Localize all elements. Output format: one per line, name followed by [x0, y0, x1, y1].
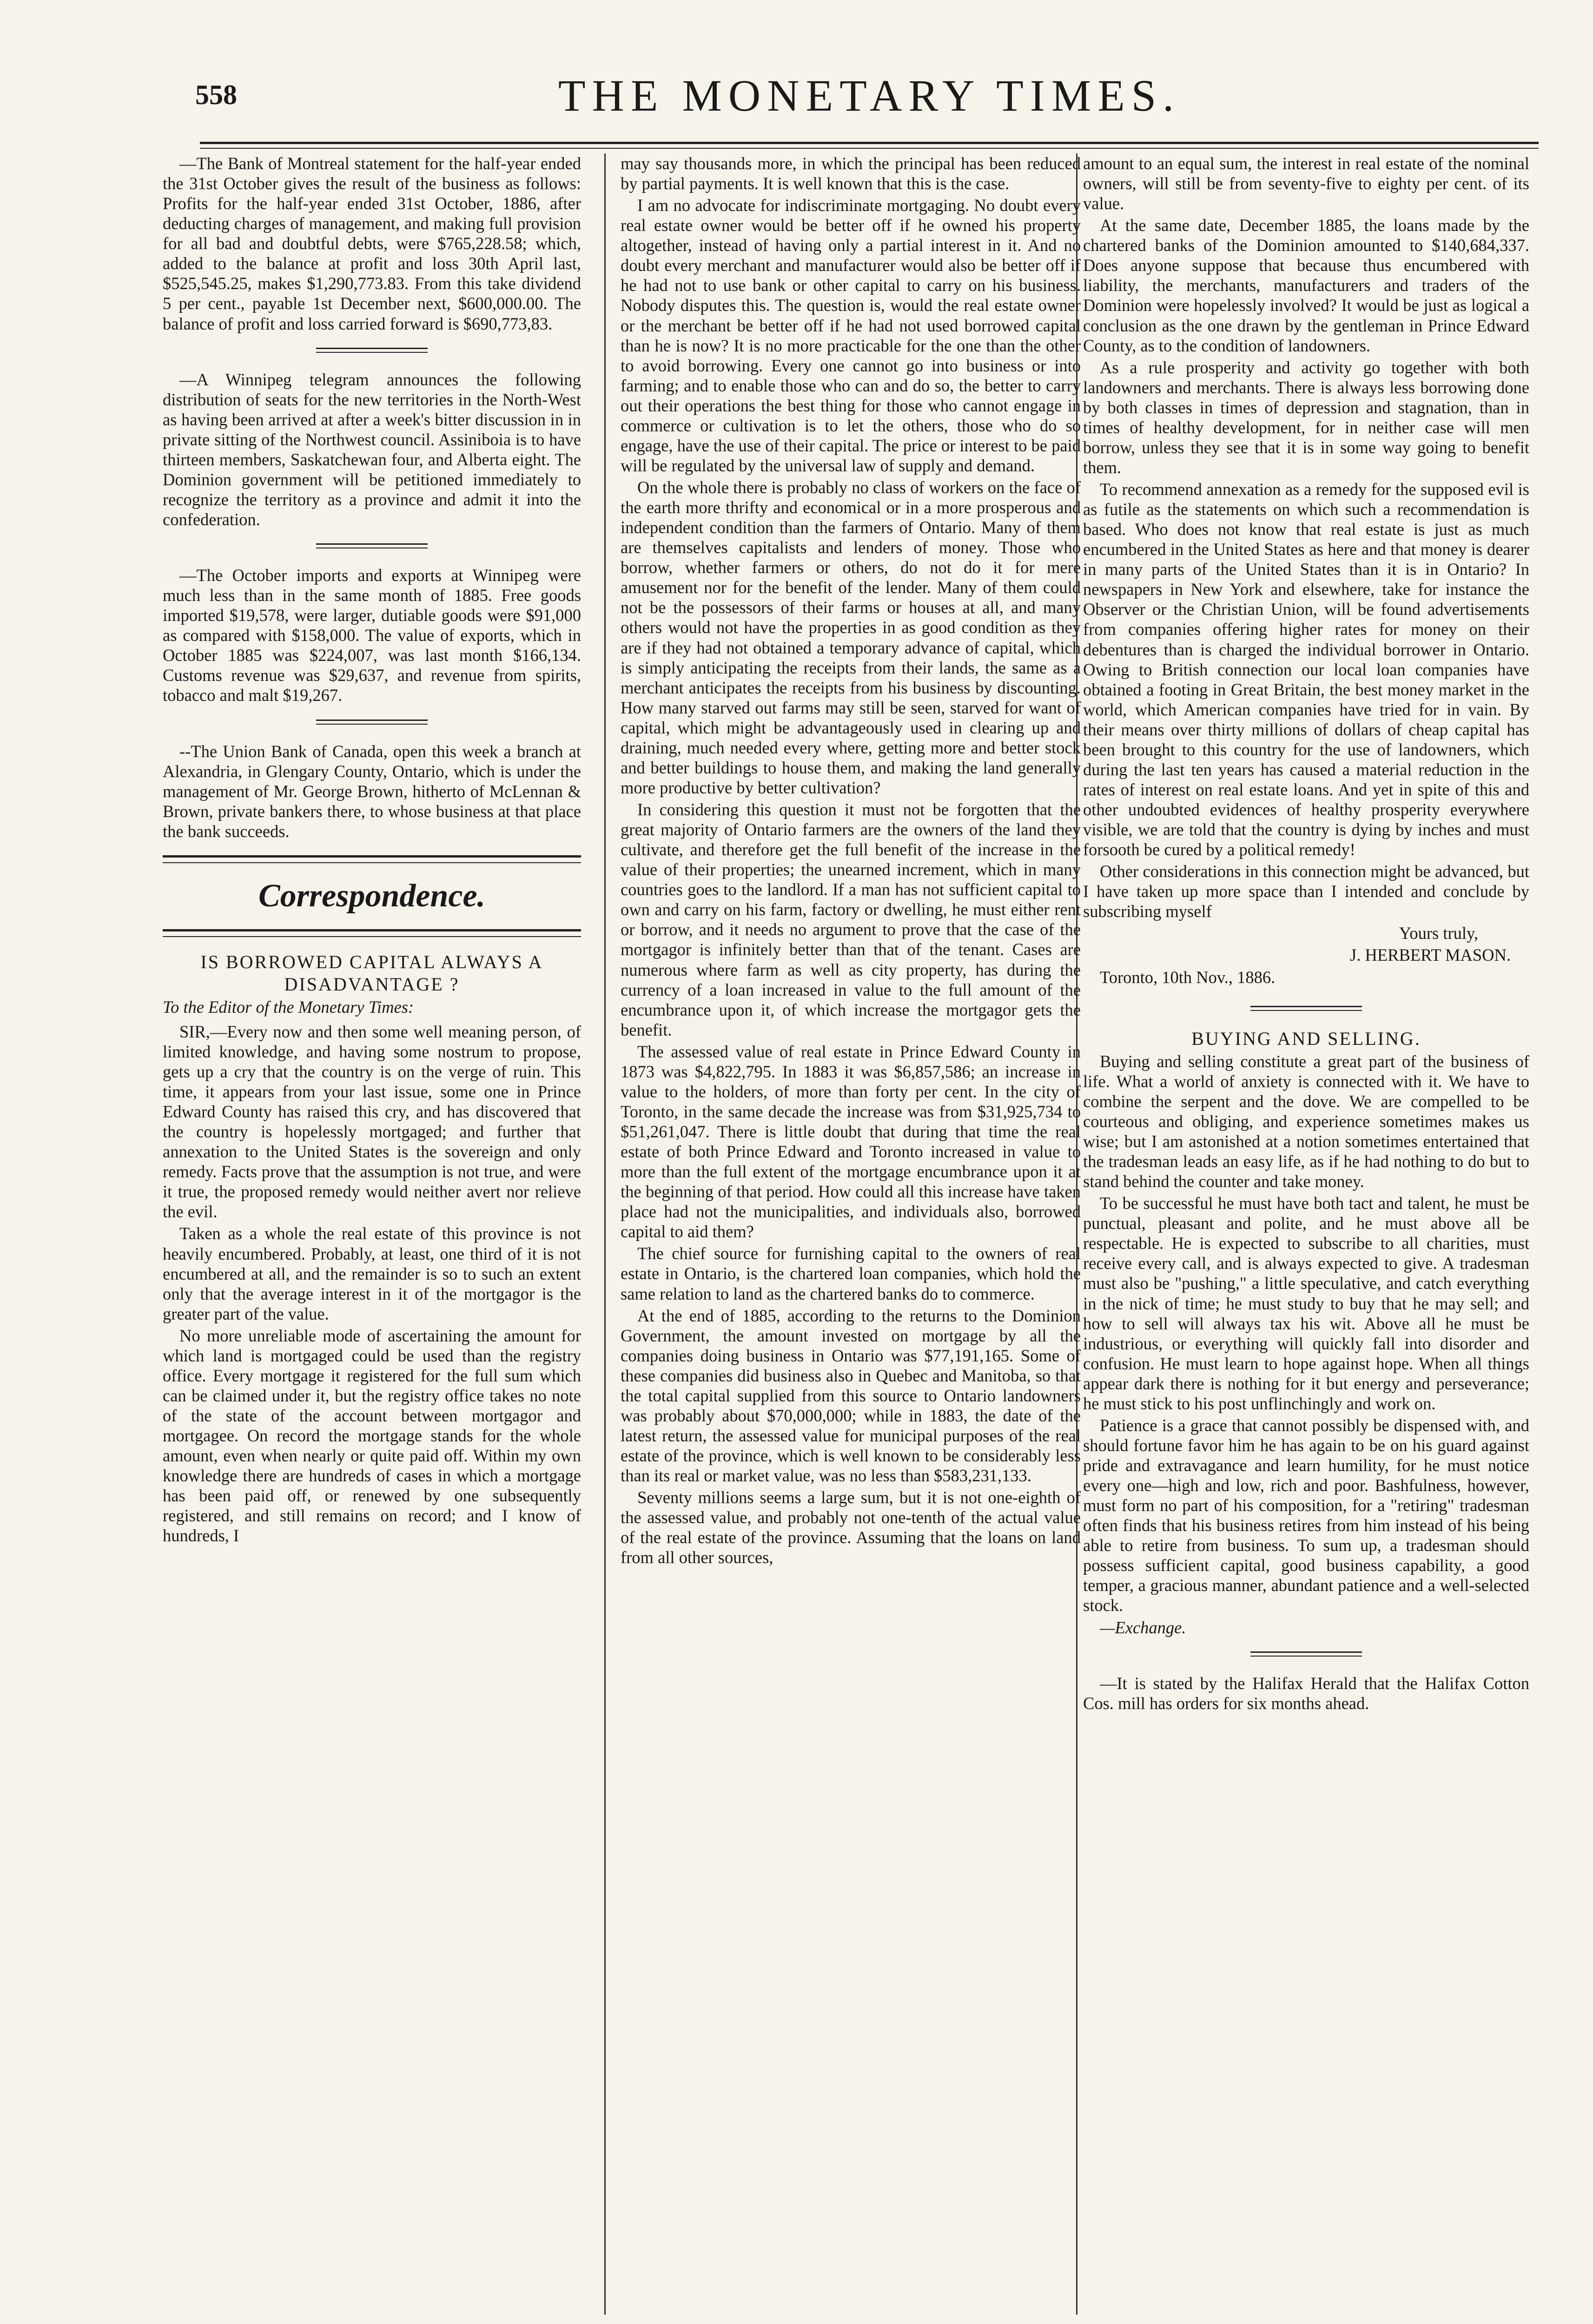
letter-paragraph: Other considerations in this connection might be advanced, but I have taken up more space than I intended and conclude by subscribing myself — [1083, 862, 1529, 921]
buying-selling-title: BUYING AND SELLING. — [1191, 1028, 1421, 1049]
section-rule — [163, 929, 581, 937]
column-3 — [1083, 153, 1529, 1715]
letter-paragraph: At the same date, December 1885, the loans made by the chartered banks of the Dominion amounted to $140,684,337. Does anyone suppose that because thus encumbered with liability, the merchants, manufacturers and traders of the Dominion were hopelessly involved? It would be just as logical a conclusion as the one drawn by the gentleman in Prince Edward County, as to the condition of landowners. — [1083, 216, 1529, 355]
letter-signature: J. HERBERT MASON. — [1350, 945, 1511, 965]
winnipeg-seats-item: —A Winnipeg telegram announces the following distribution of seats for the new territories in the North-West as having been arrived at after a week's bitter discussion in in private sitting of the Northwest council. Assiniboia is to have thirteen members, Saskatchewan four, and Alberta eight. The Dominion government will be petitioned immediately to recognize the territory as a province and admit it into the confederation. — [163, 370, 581, 529]
letter-paragraph: The chief source for furnishing capital to the owners of real estate in Ontario, is the chartered loan companies, which hold the same relation to land as the chartered banks do to commerce. — [621, 1244, 1081, 1303]
masthead — [195, 70, 1543, 135]
separator — [1250, 1651, 1362, 1657]
column-2 — [621, 153, 1081, 1569]
letter-signoff: Yours truly, — [1399, 924, 1478, 943]
letter-paragraph: As a rule prosperity and activity go together with both landowners and merchants. There is always less borrowing done by both classes in times of depression and stagnation, than in times of healthy development, for in neither case will men borrow, unless they see that it is in some way going to benefit them. — [1083, 357, 1529, 477]
header-rule — [200, 142, 1539, 149]
letter-dateline: Toronto, 10th Nov., 1886. — [1100, 967, 1276, 987]
separator — [1250, 1006, 1362, 1011]
column-divider — [604, 153, 606, 2315]
letter-paragraph: Seventy millions seems a large sum, but it is not one-eighth of the assessed value, and probably not one-tenth of the actual value of the real estate of the province. Assuming that the loans on land from all other sources, — [621, 1488, 1081, 1567]
column-1 — [163, 153, 581, 1547]
article-paragraph: Buying and selling constitute a great part of the business of life. What a world of anxiety is connected with it. We have to combine the serpent and the dove. We are compelled to be courteous and obliging, and experience sometimes makes us wise; but I am astonished at a notion sometimes entertained that the tradesman leads an easy life, as if he had nothing to do but to stand behind the counter and take money. — [1083, 1051, 1529, 1191]
page-number: 558 — [195, 79, 237, 110]
union-bank-item: --The Union Bank of Canada, open this week a branch at Alexandria, in Glengary County, Ontario, which is under the management of Mr. George Brown, hitherto of McLennan & Brown, private bankers there, to whose business at that place the bank succeeds. — [163, 741, 581, 841]
section-rule — [163, 855, 581, 863]
letter-paragraph: In considering this question it must not be forgotten that the great majority of Ontario farmers are the owners of the land they cultivate, and therefore get the full benefit of the increase in the value of their properties; the unearned increment, which in many countries goes to the landlord. If a man has not sufficient capital to own and carry on his farm, factory or dwelling, he must either rent or borrow, and it needs no argument to prove that the case of the mortgagor is infinitely better than that of the tenant. Cases are numerous where farm as well as city property, has during the currency of a loan increased in value to the full amount of the encumbrance upon it, of which increase the mortgagor gets the benefit. — [621, 800, 1081, 1039]
article-source: —Exchange. — [1100, 1618, 1186, 1637]
winnipeg-trade-item: —The October imports and exports at Winnipeg were much less than in the same month of 1885. Free goods imported $19,578, were larger, dutiable goods were $91,000 as compared with $158,000. The value of exports, which in October 1885 was $224,007, was last month $166,134. Customs revenue was $29,637, and revenue from spirits, tobacco and malt $19,267. — [163, 566, 581, 705]
bank-of-montreal-item: —The Bank of Montreal statement for the half-year ended the 31st October gives the result of the business as follows: Profits for the half-year ended 31st October, 1886, after deducting charges of management, and making full provision for all bad and doubtful debts, were $765,228.58; which, added to the balance at profit and loss 30th April last, $525,545.25, makes $1,290,773.83. From this take dividend 5 per cent., payable 1st December next, $600,000.00. The balance of profit and loss carried forward is $690,773,83. — [163, 154, 581, 333]
letter-paragraph: I am no advocate for indiscriminate mortgaging. No doubt every real estate owner would be better off if he owned his property altogether, instead of having only a partial interest in it. And no doubt every merchant and manufacturer would also be better off if he had not to use bank or other capital to carry on his business. Nobody disputes this. The question is, would the real estate owner or the merchant be better off if he had not used borrowed capital than he is now? It is no more practicable for the one than the other to avoid borrowing. Every one cannot go into business or into farming; and to enable those who can and do so, the better to carry out their operations the best thing for those who cannot engage in commerce or cultivation is to let the others, those who do so engage, have the use of their capital. The price or interest to be paid will be regulated by the universal law of supply and demand. — [621, 196, 1081, 475]
article-paragraph: To be successful he must have both tact and talent, he must be punctual, pleasant and polite, and he must above all be respectable. He is expected to subscribe to all charities, must receive every call, and is always expected to give. A tradesman must also be "pushing," a little speculative, and catch everything in the nick of time; he must study to buy that he may sell; and how to sell will always tax his wit. Above all he must be industrious, or everything will quickly fall into disorder and confusion. He must learn to hope against hope. When all things appear dark there is nothing for it but energy and perseverance; he must stick to his post unflinchingly and work on. — [1083, 1194, 1529, 1413]
section-title: Correspondence. — [258, 878, 486, 914]
letter-paragraph: No more unreliable mode of ascertaining the amount for which land is mortgaged could be used than the registry office. Every mortgage it registered for the full sum which can be claimed under it, but the registry office takes no note of the state of the account between mortgagor and mortgagee. On record the mortgage stands for the whole amount, even when nearly or quite paid off. Within my own knowledge there are hundreds of cases in which a mortgage has been paid off, or renewed by one subsequently registered, and still remains on record; and I know of hundreds, I — [163, 1326, 581, 1545]
letter-title: IS BORROWED CAPITAL ALWAYS A DISADVANTAGE ? — [200, 951, 543, 995]
article-paragraph: Patience is a grace that cannot possibly be dispensed with, and should fortune favor him he has again to be on his guard against pride and extravagance and learn humility, for he must notice every one—high and low, rich and poor. Bashfulness, however, must form no part of his composition, for a "retiring" tradesman often finds that his business retires from him instead of his being able to retire from business. To sum up, a tradesman should possess sufficient capital, good business capability, a good temper, a gracious manner, abundant patience and a well-selected stock. — [1083, 1415, 1529, 1615]
letter-paragraph: Taken as a whole the real estate of this province is not heavily encumbered. Probably, at least, one third of it is not encumbered at all, and the remainder is so to such an extent only that the average interest in it of the mortgagor is the greater part of the value. — [163, 1224, 581, 1323]
separator — [316, 348, 428, 353]
letter-paragraph: On the whole there is probably no class of workers on the face of the earth more thrifty and economical or in a more prosperous and independent condition than the farmers of Ontario. Many of them are themselves capitalists and lenders of money. Those who borrow, whether farmers or others, do not do it for mere amusement nor for the benefit of the lender. Many of them could not be the possessors of their farms or houses at all, and many others would not have the properties in as good condition as they are if they had not obtained a temporary advance of capital, which is simply anticipating the receipts from their lands, the same as a merchant anticipates the receipts from his business by discounting. How many starved out farms may still be seen, starved for want of capital, which might be advantageously used in clearing up and draining, much needed every where, getting more and better stock and better buildings to house them, and making the land generally more productive by better cultivation? — [621, 478, 1081, 797]
letter-paragraph: The assessed value of real estate in Prince Edward County in 1873 was $4,822,795. In 1883 it was $6,857,586; an increase in value to the holders, of more than forty per cent. In the city of Toronto, in the same decade the increase was from $31,925,734 to $51,261,047. There is little doubt that during that time the real estate of both Prince Edward and Toronto increased in value to more than the full extent of the mortgage encumbrance upon it at the beginning of that period. How could all this increase have taken place had not the municipalities, and individuals also, borrowed capital to aid them? — [621, 1042, 1081, 1241]
letter-paragraph: SIR,—Every now and then some well meaning person, of limited knowledge, and having some nostrum to propose, gets up a cry that the country is on the verge of ruin. This time, it appears from your last issue, some one in Prince Edward County has raised this cry, and has discovered that the country is hopelessly mortgaged; and further that annexation to the United States is the sovereign and only remedy. Facts prove that the assumption is not true, and were it true, the proposed remedy would neither avert nor relieve the evil. — [163, 1022, 581, 1221]
separator — [316, 543, 428, 548]
publication-title: THE MONETARY TIMES. — [558, 71, 1181, 120]
letter-paragraph: amount to an equal sum, the interest in real estate of the nominal owners, will still be from seventy-five to eighty per cent. of its value. — [1083, 154, 1529, 213]
letter-paragraph: At the end of 1885, according to the returns to the Dominion Government, the amount invested on mortgage by all the companies doing business in Ontario was $77,191,165. Some of these companies did business also in Quebec and Manitoba, so that the total capital supplied from this source to Ontario landowners was probably about $70,000,000; while in 1883, the date of the latest return, the assessed value for municipal purposes of the real estate of the province, which is well known to be considerably less than its real or market value, was no less than $583,231,133. — [621, 1306, 1081, 1486]
letter-paragraph: may say thousands more, in which the principal has been reduced by partial payments. It is well known that this is the case. — [621, 154, 1081, 193]
letter-paragraph: To recommend annexation as a remedy for the supposed evil is as futile as the statements on which such a recommendation is based. Who does not know that real estate is just as much encumbered in the United States as here and that money is dearer in many parts of the United States than it is in Ontario? In newspapers in New York and elsewhere, take for instance the Observer or the Christian Union, will be found advertisements from companies offering higher rates for money on their debentures than is charged the individual borrower in Ontario. Owing to British connection our local loan companies have obtained a footing in Great Britain, the best money market in the world, which American companies have tried for in vain. By their means over thirty millions of dollars of cheap capital has been brought to this country for the use of landowners, which during the last ten years has caused a material reduction in the rates of interest on real estate loans. And yet in spite of this and other undoubted evidences of healthy prosperity everywhere visible, we are told that the country is dying by inches and must forsooth be cured by a political remedy! — [1083, 480, 1529, 859]
separator — [316, 720, 428, 725]
halifax-item: —It is stated by the Halifax Herald that the Halifax Cotton Cos. mill has orders for six months ahead. — [1083, 1673, 1529, 1713]
letter-salutation: To the Editor of the Monetary Times: — [163, 997, 414, 1017]
